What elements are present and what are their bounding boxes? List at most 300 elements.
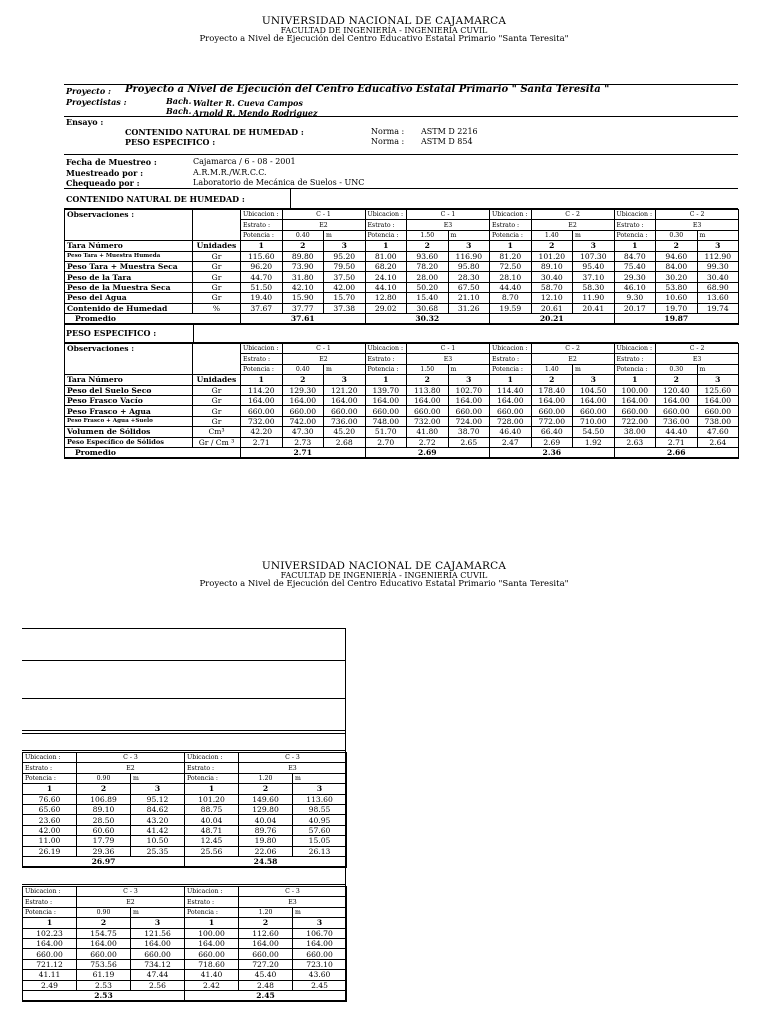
obs-estrato-value: E3 — [239, 897, 347, 907]
value-cell: 37.67 — [241, 303, 283, 313]
observaciones-blank — [65, 364, 193, 374]
value-cell: 164.00 — [239, 938, 293, 948]
table-row — [65, 385, 739, 395]
table-row — [65, 416, 739, 426]
obs-estrato-value: E2 — [77, 897, 185, 907]
value-cell: 29.30 — [614, 272, 656, 282]
value-cell: 101.20 — [531, 251, 573, 261]
row-unit: Gr / Cm ³ — [193, 437, 241, 447]
value-cell: 37.38 — [324, 303, 366, 313]
value-cell: 164.00 — [293, 938, 347, 948]
value-cell: 114.40 — [490, 385, 532, 395]
observation-row — [23, 763, 347, 773]
sample-number: 1 — [241, 241, 283, 251]
value-cell: 106.70 — [293, 928, 347, 938]
value-cell: 164.00 — [324, 395, 366, 405]
observaciones-blank — [65, 220, 193, 230]
value-cell: 20.61 — [531, 303, 573, 313]
value-cell: 84.62 — [131, 804, 185, 814]
obs-potencia-value: 1.50 — [407, 364, 449, 374]
bach2-prefix: Bach. — [166, 106, 192, 116]
fecha-label: Fecha de Muestreo : — [66, 157, 157, 167]
value-cell: 43.60 — [293, 970, 347, 980]
value-cell: 164.00 — [490, 395, 532, 405]
sample-number: 1 — [490, 241, 532, 251]
tara-label: Tara Número — [65, 375, 193, 385]
value-cell: 40.04 — [239, 815, 293, 825]
sample-number: 1 — [23, 918, 77, 928]
value-cell: 107.30 — [573, 251, 615, 261]
obs-potencia-label: Potencia : — [185, 907, 239, 917]
value-cell: 724.00 — [448, 416, 490, 426]
obs-potencia-value: 0.40 — [282, 230, 324, 240]
value-cell: 164.00 — [131, 938, 185, 948]
bach2-name: Arnold R. Mendo Rodriguez — [193, 108, 318, 118]
value-cell: 660.00 — [697, 406, 739, 416]
obs-ubicacion-label: Ubicacion : — [614, 344, 656, 354]
value-cell: 2.73 — [282, 437, 324, 447]
value-cell: 26.13 — [293, 846, 347, 856]
obs-unit: m — [448, 230, 490, 240]
value-cell: 2.71 — [656, 437, 698, 447]
value-cell: 81.00 — [365, 251, 407, 261]
value-cell: 40.95 — [293, 815, 347, 825]
obs-estrato-value: E2 — [531, 354, 614, 364]
row-unit: Gr — [193, 416, 241, 426]
row-label: Volumen de Sólidos — [65, 427, 193, 437]
sample-number: 3 — [448, 375, 490, 385]
obs-potencia-value: 1.40 — [531, 230, 573, 240]
value-cell: 2.65 — [448, 437, 490, 447]
value-cell: 72.50 — [490, 261, 532, 271]
row-label: Peso Tara + Muestra Humeda — [65, 251, 193, 261]
sample-number: 3 — [448, 241, 490, 251]
value-cell: 30.40 — [531, 272, 573, 282]
observation-row — [23, 753, 347, 763]
obs-unit: m — [573, 364, 615, 374]
obs-estrato-label: Estrato : — [365, 354, 407, 364]
value-cell: 99.30 — [697, 261, 739, 271]
row-label: Peso Frasco + Agua +Suelo — [65, 416, 193, 426]
value-cell: 164.00 — [365, 395, 407, 405]
value-cell: 102.70 — [448, 385, 490, 395]
value-cell: 738.00 — [697, 416, 739, 426]
value-cell: 28.50 — [77, 815, 131, 825]
value-cell: 723.10 — [293, 959, 347, 969]
obs-estrato-label: Estrato : — [23, 897, 77, 907]
sample-number: 1 — [365, 241, 407, 251]
muestreado-label: Muestreado por : — [66, 168, 144, 178]
value-cell: 660.00 — [77, 949, 131, 959]
row-unit: Gr — [193, 261, 241, 271]
value-cell: 95.12 — [131, 794, 185, 804]
sample-number: 1 — [614, 241, 656, 251]
table-row — [65, 303, 739, 313]
value-cell: 46.40 — [490, 427, 532, 437]
row-label: Peso del Agua — [65, 293, 193, 303]
value-cell: 78.20 — [407, 261, 449, 271]
obs-unit: m — [324, 364, 366, 374]
obs-unit: m — [131, 773, 185, 783]
value-cell: 139.70 — [365, 385, 407, 395]
row-unit: Gr — [193, 282, 241, 292]
obs-unit: m — [573, 230, 615, 240]
obs-ubicacion-value: C - 1 — [282, 210, 365, 220]
value-cell: 9.30 — [614, 293, 656, 303]
obs-estrato-value: E3 — [239, 763, 347, 773]
sample-number: 2 — [531, 375, 573, 385]
humedad-section-title: CONTENIDO NATURAL DE HUMEDAD : — [66, 194, 245, 204]
obs-estrato-value: E3 — [656, 354, 739, 364]
obs-estrato-label: Estrato : — [185, 763, 239, 773]
humedad-table — [64, 209, 739, 325]
obs-unit: m — [448, 364, 490, 374]
obs-estrato-value: E2 — [282, 354, 365, 364]
peso-section-title: PESO ESPECIFICO : — [66, 328, 157, 338]
value-cell: 660.00 — [407, 406, 449, 416]
rule — [290, 188, 291, 208]
value-cell: 727.20 — [239, 959, 293, 969]
value-cell: 89.80 — [282, 251, 324, 261]
value-cell: 60.60 — [77, 825, 131, 835]
obs-ubicacion-value: C - 3 — [239, 753, 347, 763]
value-cell: 19.70 — [656, 303, 698, 313]
peso-table-2 — [22, 886, 347, 1002]
value-cell: 68.20 — [365, 261, 407, 271]
value-cell: 12.10 — [531, 293, 573, 303]
header-row — [65, 241, 739, 251]
unit-blank — [193, 230, 241, 240]
value-cell: 84.70 — [614, 251, 656, 261]
value-cell: 28.00 — [407, 272, 449, 282]
obs-ubicacion-value: C - 2 — [656, 210, 739, 220]
value-cell: 44.40 — [490, 282, 532, 292]
sample-number: 2 — [77, 918, 131, 928]
value-cell: 98.55 — [293, 804, 347, 814]
observation-row — [23, 907, 347, 917]
obs-unit: m — [697, 230, 739, 240]
obs-ubicacion-value: C - 1 — [407, 344, 490, 354]
value-cell: 660.00 — [241, 406, 283, 416]
value-cell: 164.00 — [23, 938, 77, 948]
value-cell: 45.40 — [239, 970, 293, 980]
value-cell: 736.00 — [656, 416, 698, 426]
sample-number: 3 — [293, 918, 347, 928]
obs-ubicacion-value: C - 2 — [531, 210, 614, 220]
value-cell: 736.00 — [324, 416, 366, 426]
faculty-title-2: FACULTAD DE INGENIERÍA - INGENIERÍA CUVIL — [280, 571, 488, 581]
obs-ubicacion-label: Ubicacion : — [185, 753, 239, 763]
header-row — [23, 918, 347, 928]
value-cell: 44.10 — [365, 282, 407, 292]
row-unit: Gr — [193, 385, 241, 395]
value-cell: 22.06 — [239, 846, 293, 856]
observaciones-label: Observaciones : — [65, 344, 193, 354]
promedio-label: Promedio — [65, 313, 241, 324]
value-cell: 76.60 — [23, 794, 77, 804]
unidades-label: Unidades — [193, 241, 241, 251]
value-cell: 2.53 — [77, 980, 131, 990]
promedio-row — [65, 447, 739, 458]
sample-number: 3 — [697, 241, 739, 251]
value-cell: 57.60 — [293, 825, 347, 835]
value-cell: 100.00 — [185, 928, 239, 938]
value-cell: 68.90 — [697, 282, 739, 292]
row-unit: Cm³ — [193, 427, 241, 437]
value-cell: 660.00 — [239, 949, 293, 959]
humedad-table-2 — [22, 752, 347, 868]
obs-unit: m — [293, 773, 347, 783]
sample-number: 2 — [407, 375, 449, 385]
header-row — [65, 375, 739, 385]
value-cell: 29.02 — [365, 303, 407, 313]
value-cell: 710.00 — [573, 416, 615, 426]
value-cell: 125.60 — [697, 385, 739, 395]
value-cell: 12.45 — [185, 836, 239, 846]
row-unit: Gr — [193, 406, 241, 416]
value-cell: 89.76 — [239, 825, 293, 835]
value-cell: 31.80 — [282, 272, 324, 282]
value-cell: 19.59 — [490, 303, 532, 313]
sample-number: 1 — [23, 784, 77, 794]
value-cell: 2.69 — [531, 437, 573, 447]
obs-estrato-label: Estrato : — [614, 220, 656, 230]
value-cell: 10.50 — [131, 836, 185, 846]
value-cell: 25.56 — [185, 846, 239, 856]
value-cell: 41.80 — [407, 427, 449, 437]
promedio-value: 24.58 — [185, 856, 347, 867]
value-cell: 73.90 — [282, 261, 324, 271]
value-cell: 96.20 — [241, 261, 283, 271]
value-cell: 37.10 — [573, 272, 615, 282]
value-cell: 129.80 — [239, 804, 293, 814]
obs-potencia-label: Potencia : — [241, 364, 283, 374]
value-cell: 81.20 — [490, 251, 532, 261]
sample-number: 2 — [239, 784, 293, 794]
page2-header — [0, 561, 768, 589]
row-unit: Gr — [193, 272, 241, 282]
value-cell: 164.00 — [241, 395, 283, 405]
value-cell: 154.75 — [77, 928, 131, 938]
table-row — [23, 836, 347, 846]
value-cell: 660.00 — [573, 406, 615, 416]
row-label: Peso de la Tara — [65, 272, 193, 282]
obs-potencia-label: Potencia : — [365, 364, 407, 374]
rule — [22, 698, 346, 699]
norma-2: ASTM D 854 — [421, 137, 473, 146]
obs-potencia-value: 1.20 — [239, 773, 293, 783]
row-label: Peso del Suelo Seco — [65, 385, 193, 395]
obs-estrato-label: Estrato : — [614, 354, 656, 364]
value-cell: 2.63 — [614, 437, 656, 447]
value-cell: 26.19 — [23, 846, 77, 856]
sample-number: 1 — [185, 918, 239, 928]
value-cell: 164.00 — [614, 395, 656, 405]
sample-number: 2 — [656, 375, 698, 385]
promedio-value: 20.21 — [490, 313, 615, 324]
obs-ubicacion-label: Ubicacion : — [241, 344, 283, 354]
value-cell: 2.56 — [131, 980, 185, 990]
table-row — [23, 794, 347, 804]
value-cell: 11.00 — [23, 836, 77, 846]
value-cell: 30.40 — [697, 272, 739, 282]
obs-estrato-label: Estrato : — [23, 763, 77, 773]
sample-number: 1 — [490, 375, 532, 385]
value-cell: 2.47 — [490, 437, 532, 447]
value-cell: 660.00 — [23, 949, 77, 959]
obs-potencia-label: Potencia : — [614, 230, 656, 240]
rule — [64, 188, 738, 189]
value-cell: 17.79 — [77, 836, 131, 846]
value-cell: 114.20 — [241, 385, 283, 395]
sample-number: 2 — [282, 375, 324, 385]
promedio-value: 2.69 — [365, 447, 490, 458]
rule — [64, 154, 738, 155]
value-cell: 2.42 — [185, 980, 239, 990]
sample-number: 2 — [77, 784, 131, 794]
table-row — [65, 282, 739, 292]
value-cell: 120.40 — [656, 385, 698, 395]
value-cell: 2.70 — [365, 437, 407, 447]
value-cell: 660.00 — [365, 406, 407, 416]
promedio-value: 30.32 — [365, 313, 490, 324]
obs-potencia-value: 1.40 — [531, 364, 573, 374]
value-cell: 51.50 — [241, 282, 283, 292]
value-cell: 2.49 — [23, 980, 77, 990]
value-cell: 178.40 — [531, 385, 573, 395]
obs-unit: m — [324, 230, 366, 240]
value-cell: 41.40 — [185, 970, 239, 980]
rule — [193, 323, 194, 342]
obs-estrato-value: E2 — [531, 220, 614, 230]
obs-potencia-value: 0.90 — [77, 773, 131, 783]
value-cell: 660.00 — [490, 406, 532, 416]
ensayo-humedad: CONTENIDO NATURAL DE HUMEDAD : — [125, 127, 304, 137]
observation-row — [23, 897, 347, 907]
value-cell: 21.10 — [448, 293, 490, 303]
value-cell: 38.70 — [448, 427, 490, 437]
value-cell: 721.12 — [23, 959, 77, 969]
value-cell: 94.60 — [656, 251, 698, 261]
obs-potencia-label: Potencia : — [23, 907, 77, 917]
table-row — [65, 272, 739, 282]
sample-number: 2 — [407, 241, 449, 251]
obs-potencia-label: Potencia : — [490, 230, 532, 240]
sample-number: 3 — [697, 375, 739, 385]
observation-row — [23, 887, 347, 897]
value-cell: 20.41 — [573, 303, 615, 313]
promedio-value: 26.97 — [23, 856, 185, 867]
obs-potencia-value: 0.90 — [77, 907, 131, 917]
value-cell: 54.50 — [573, 427, 615, 437]
rule — [22, 866, 346, 867]
obs-ubicacion-value: C - 3 — [239, 887, 347, 897]
obs-estrato-label: Estrato : — [490, 220, 532, 230]
obs-potencia-value: 0.30 — [656, 230, 698, 240]
obs-unit: m — [697, 364, 739, 374]
proyecto-label: Proyecto : — [66, 86, 111, 96]
value-cell: 164.00 — [573, 395, 615, 405]
observaciones-label: Observaciones : — [65, 210, 193, 220]
rule — [22, 628, 346, 629]
value-cell: 30.68 — [407, 303, 449, 313]
promedio-label: Promedio — [65, 447, 241, 458]
project-title-2: Proyecto a Nivel de Ejecución del Centro Educativo Estatal Primario "Santa Teresita" — [199, 579, 569, 590]
sample-number: 3 — [324, 375, 366, 385]
value-cell: 45.20 — [324, 427, 366, 437]
obs-unit: m — [131, 907, 185, 917]
obs-potencia-label: Potencia : — [490, 364, 532, 374]
value-cell: 51.70 — [365, 427, 407, 437]
value-cell: 660.00 — [185, 949, 239, 959]
value-cell: 44.70 — [241, 272, 283, 282]
value-cell: 734.12 — [131, 959, 185, 969]
obs-ubicacion-label: Ubicacion : — [490, 210, 532, 220]
value-cell: 41.11 — [23, 970, 77, 980]
row-label: Peso Específico de Sólidos — [65, 437, 193, 447]
proyecto-value: Proyecto a Nivel de Ejecución del Centro Educativo Estatal Primario " Santa Teresita " — [125, 84, 610, 95]
sample-number: 1 — [365, 375, 407, 385]
obs-ubicacion-value: C - 1 — [407, 210, 490, 220]
value-cell: 58.30 — [573, 282, 615, 292]
unit-blank — [193, 220, 241, 230]
value-cell: 732.00 — [241, 416, 283, 426]
value-cell: 42.10 — [282, 282, 324, 292]
table-row — [65, 395, 739, 405]
obs-estrato-value: E2 — [77, 763, 185, 773]
value-cell: 95.80 — [448, 261, 490, 271]
observation-row — [65, 344, 739, 354]
promedio-value: 37.61 — [241, 313, 366, 324]
value-cell: 50.20 — [407, 282, 449, 292]
value-cell: 718.60 — [185, 959, 239, 969]
promedio-row — [23, 990, 347, 1001]
university-title-2: UNIVERSIDAD NACIONAL DE CAJAMARCA — [261, 560, 507, 572]
sample-number: 1 — [241, 375, 283, 385]
value-cell: 61.19 — [77, 970, 131, 980]
university-title: UNIVERSIDAD NACIONAL DE CAJAMARCA — [261, 15, 507, 27]
obs-estrato-value: E3 — [407, 220, 490, 230]
obs-potencia-value: 1.20 — [239, 907, 293, 917]
value-cell: 11.90 — [573, 293, 615, 303]
rule — [22, 884, 346, 885]
value-cell: 121.20 — [324, 385, 366, 395]
obs-potencia-value: 1.50 — [407, 230, 449, 240]
rule — [64, 116, 738, 117]
row-unit: Gr — [193, 395, 241, 405]
obs-ubicacion-value: C - 2 — [531, 344, 614, 354]
value-cell: 23.60 — [23, 815, 77, 825]
fecha-value: Cajamarca / 6 - 08 - 2001 — [193, 157, 296, 166]
value-cell: 102.23 — [23, 928, 77, 938]
obs-ubicacion-label: Ubicacion : — [241, 210, 283, 220]
value-cell: 93.60 — [407, 251, 449, 261]
observation-row — [65, 220, 739, 230]
rule — [64, 323, 738, 324]
rule — [22, 730, 346, 731]
value-cell: 95.40 — [573, 261, 615, 271]
promedio-value: 2.71 — [241, 447, 366, 458]
ensayo-label: Ensayo : — [66, 117, 104, 127]
rule — [64, 323, 65, 342]
row-label: Contenido de Humedad — [65, 303, 193, 313]
obs-estrato-label: Estrato : — [185, 897, 239, 907]
table-row — [65, 261, 739, 271]
obs-potencia-label: Potencia : — [241, 230, 283, 240]
obs-estrato-value: E3 — [407, 354, 490, 364]
table-row — [23, 938, 347, 948]
value-cell: 15.90 — [282, 293, 324, 303]
